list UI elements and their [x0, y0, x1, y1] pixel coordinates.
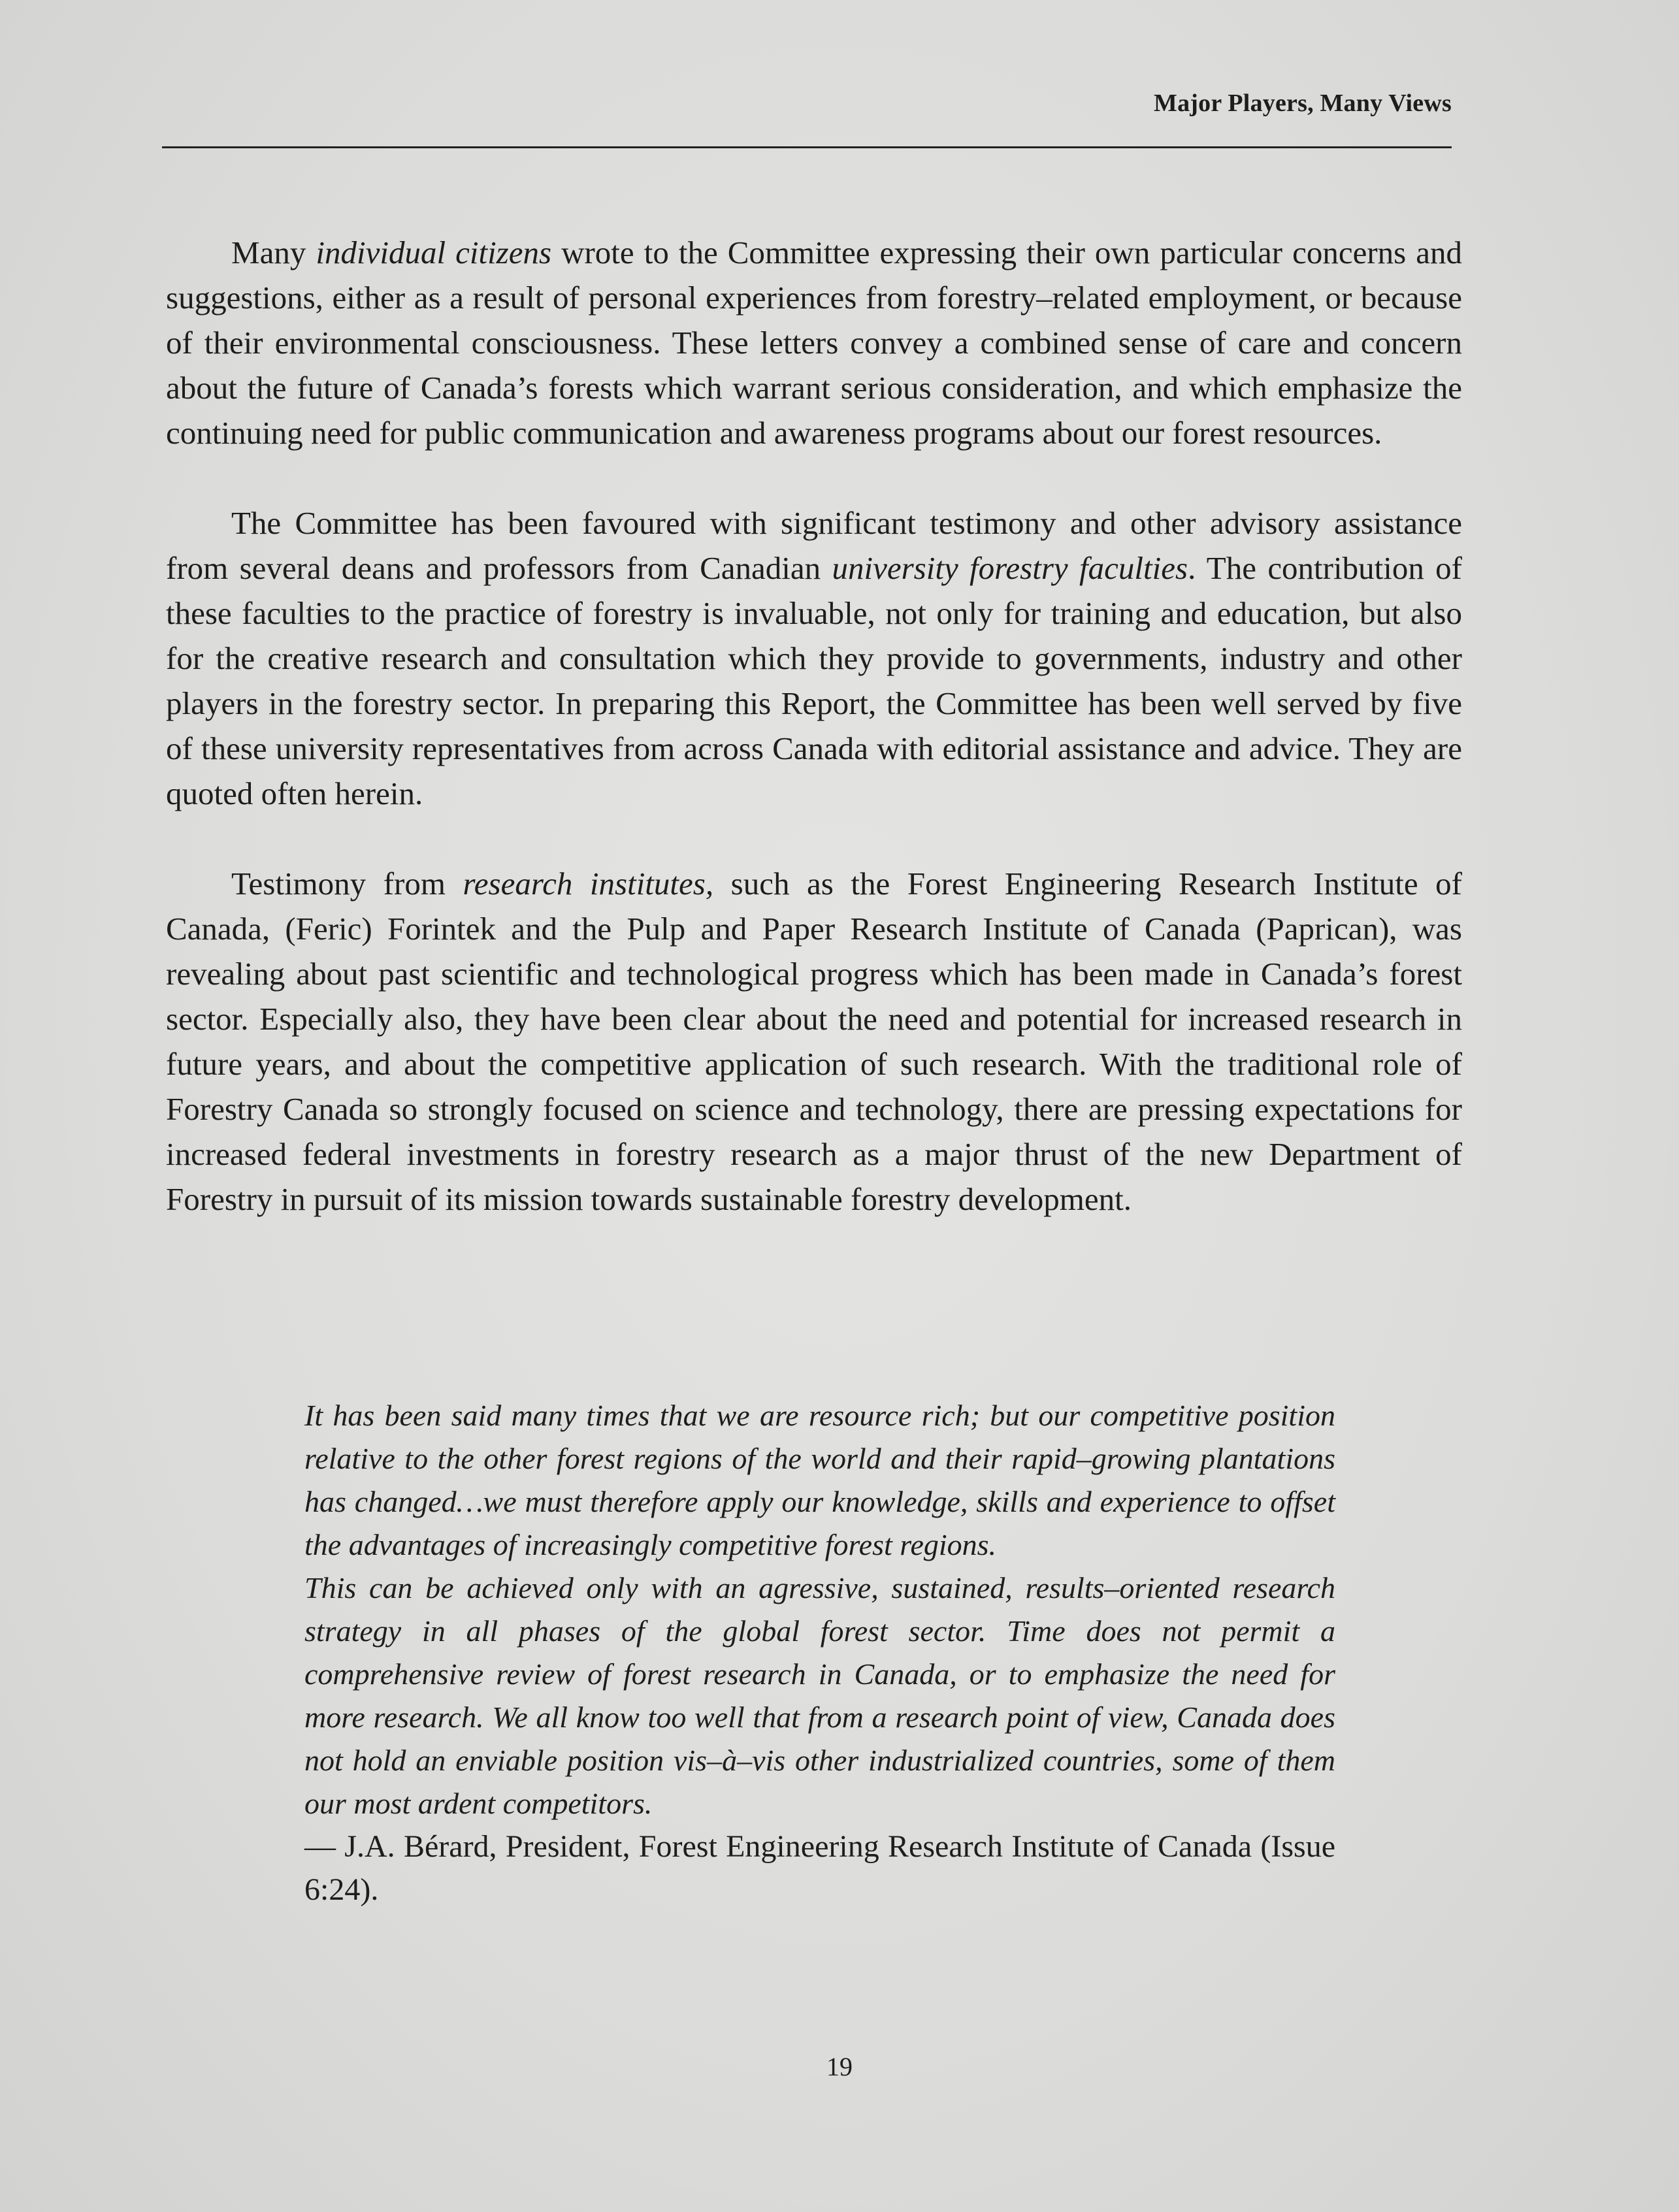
paragraph-research-institutes: [166, 861, 1462, 1222]
paragraph-text: The Committee has been favoured with significant testimony and other advisory assistance from several deans and professors from Canadian: [166, 505, 1462, 586]
emphasis-text: research institutes,: [463, 866, 714, 902]
quote-paragraph: This can be achieved only with an agressive, sustained, results–oriented research strategy in all phases of the global forest sector. Time does not permit a comprehensive review of forest research in Canada, or to emphasize the need for more research. We all know too well that from a research point of view, Canada does not hold an enviable position vis–à–vis other industrialized countries, some of them our most ardent competitors.: [304, 1571, 1335, 1820]
paragraph-university-faculties: [166, 500, 1462, 816]
quote-paragraph: It has been said many times that we are resource rich; but our competitive position relative to the other forest regions of the world and their rapid–growing plantations has changed…we must therefore apply our knowledge, skills and experience to offset the advantages of increasingly competitive forest regions.: [304, 1399, 1335, 1561]
paragraph-text: . The contribution of these faculties to the practice of forestry is invaluable, not only for training and education, but also for the creative research and consultation which they provide to governments, industry and other players in the forestry sector. In preparing this Report, the Committee has been well served by five of these university representatives from across Canada with editorial assistance and advice. They are quoted often herein.: [166, 550, 1463, 811]
emphasis-text: individual citizens: [316, 235, 552, 270]
paragraph-text: Testimony from: [231, 866, 463, 902]
body-text: [166, 230, 1462, 1267]
header-rule: [162, 146, 1452, 148]
paragraph-individual-citizens: [166, 230, 1462, 455]
running-head: Major Players, Many Views: [1154, 89, 1452, 117]
block-quote: [304, 1394, 1335, 1911]
paragraph-text: wrote to the Committee expressing their own particular concerns and suggestions, either as a result of personal experiences from forestry–related employment, or because of their environmental consciousness. These letters convey a combined sense of care and concern about the future of Canada’s forests which warrant serious consideration, and which emphasize the continuing need for public communication and awareness programs about our forest resources.: [166, 235, 1463, 451]
page-number: 19: [826, 2052, 853, 2081]
paragraph-text: Many: [231, 235, 316, 270]
quote-attribution: — J.A. Bérard, President, Forest Engineering Research Institute of Canada (Issue 6:24).: [304, 1829, 1335, 1907]
page-header: [162, 89, 1452, 154]
paragraph-text: such as the Forest Engineering Research Institute of Canada, (Feric) Forintek and the Pulp and Paper Research Institute of Canada (Paprican), was revealing about past scientific and technological progress which has been made in Canada’s forest sector. Especially also, they have been clear about the need and potential for increased research in future years, and about the competitive application of such research. With the traditional role of Forestry Canada so strongly focused on science and technology, there are pressing expectations for increased federal investments in forestry research as a major thrust of the new Department of Forestry in pursuit of its mission towards sustainable forestry development.: [166, 866, 1462, 1217]
emphasis-text: university forestry faculties: [832, 550, 1188, 586]
